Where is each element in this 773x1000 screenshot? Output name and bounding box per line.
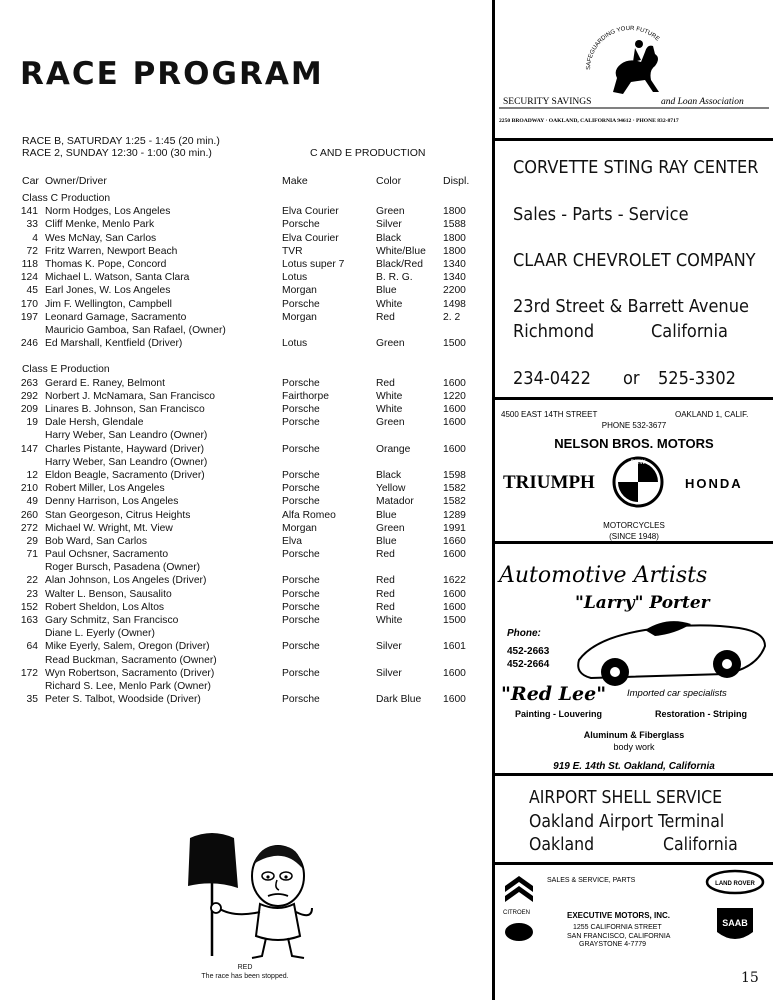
owner-driver: Thomas K. Pope, Concord: [45, 258, 167, 270]
car-color: Red: [376, 601, 395, 613]
entry-row: [0, 561, 492, 574]
owner-driver: Bob Ward, San Carlos: [45, 535, 148, 547]
car-make: Porsche: [282, 298, 320, 310]
car-make: Lotus: [282, 272, 308, 284]
car-color: White: [376, 298, 403, 310]
car-make: Lotus super 7: [282, 258, 345, 270]
car-displacement: 1800: [443, 245, 466, 257]
larry-porter: "Larry" Porter: [575, 593, 710, 613]
car-number: 209: [20, 404, 38, 415]
car-number: 147: [20, 443, 38, 455]
car-displacement: 1600: [443, 667, 466, 679]
owner-driver: Cliff Menke, Menlo Park: [45, 219, 155, 231]
car-number: 45: [26, 285, 38, 297]
entry-row: [0, 271, 492, 284]
car-color: Blue: [376, 535, 397, 547]
services-right: Restoration - Striping: [655, 709, 747, 719]
car-color: Dark Blue: [376, 694, 422, 706]
entry-row: [0, 416, 492, 429]
car-number: 260: [20, 509, 38, 521]
car-number: 272: [20, 522, 38, 534]
car-make: Porsche: [282, 443, 320, 455]
executive-ad-graphic: [495, 866, 773, 946]
race-line-2: RACE 2, SUNDAY 12:30 - 1:00 (30 min.): [22, 147, 212, 159]
car-number: 12: [26, 469, 38, 481]
car-make: Porsche: [282, 641, 320, 653]
entry-row: [0, 667, 492, 680]
car-make: Elva: [282, 535, 303, 547]
car-number: 170: [20, 298, 38, 310]
car-color: White: [376, 404, 403, 415]
car-number: 246: [20, 338, 38, 350]
car-displacement: 1800: [443, 206, 466, 218]
shell-state: California: [663, 835, 738, 855]
car-number: 35: [26, 694, 38, 706]
class-name: Class C Production: [22, 193, 111, 204]
shell-line-2: Oakland Airport Terminal: [529, 812, 725, 832]
owner-driver: Charles Pistante, Hayward (Driver): [45, 443, 205, 455]
ad-nelson-bros: [495, 404, 773, 544]
cartoon-caption-text: The race has been stopped.: [201, 973, 289, 980]
owner-driver: Earl Jones, W. Los Angeles: [45, 285, 171, 297]
corvette-line-2: Sales - Parts - Service: [513, 204, 689, 225]
car-displacement: 1289: [443, 509, 466, 521]
entry-row: [0, 390, 492, 403]
entry-row: [0, 324, 492, 337]
owner-driver: Read Buckman, Sacramento (Owner): [45, 654, 217, 666]
car-color: Black/Red: [376, 258, 423, 270]
owner-driver: Norbert J. McNamara, San Francisco: [45, 390, 215, 402]
corvette-or: or: [623, 368, 640, 389]
car-number: 23: [26, 588, 38, 600]
car-color: Red: [376, 311, 395, 323]
entry-row: [0, 482, 492, 495]
owner-driver: Wyn Robertson, Sacramento (Driver): [45, 667, 215, 679]
owner-driver: Mike Eyerly, Salem, Oregon (Driver): [45, 641, 210, 653]
car-make: Elva Courier: [282, 232, 339, 244]
col-driver-header: Owner/Driver: [45, 175, 107, 187]
nelson-name: NELSON BROS. MOTORS: [554, 436, 714, 451]
car-number: 124: [20, 272, 38, 284]
car-number: 4: [32, 232, 38, 244]
car-displacement: 1500: [443, 338, 466, 350]
car-make: Porsche: [282, 496, 320, 508]
car-color: Green: [376, 206, 405, 218]
automotive-address: 919 E. 14th St. Oakland, California: [553, 761, 715, 772]
car-make: Porsche: [282, 219, 320, 231]
owner-driver: Roger Bursch, Pasadena (Owner): [45, 562, 201, 574]
ad-security-savings: [495, 0, 773, 132]
entry-row: [0, 311, 492, 324]
entry-row: [0, 337, 492, 350]
triumph-logo: TRIUMPH: [503, 472, 595, 493]
entry-row: [0, 205, 492, 218]
car-displacement: 1600: [443, 377, 466, 389]
car-color: Yellow: [376, 483, 406, 495]
entry-row: [0, 403, 492, 416]
saab-logo-icon: SAAB: [722, 918, 748, 928]
owner-driver: Alan Johnson, Los Angeles (Driver): [45, 575, 207, 587]
entry-row: [0, 548, 492, 561]
ad-executive-motors: [495, 866, 773, 946]
car-number: 72: [26, 245, 38, 257]
car-color: Black: [376, 469, 402, 481]
citroen-logo-icon: [505, 876, 533, 902]
executive-address-2: SAN FRANCISCO, CALIFORNIA: [567, 933, 671, 940]
car-make: Porsche: [282, 694, 320, 706]
entry-row: [0, 601, 492, 614]
owner-driver: Gary Schmitz, San Francisco: [45, 615, 179, 626]
car-color: White: [376, 390, 403, 402]
shell-city: Oakland: [529, 835, 595, 855]
phone-label: Phone:: [507, 628, 541, 639]
car-displacement: 1601: [443, 641, 466, 653]
services-left: Painting - Louvering: [515, 709, 602, 719]
car-color: Red: [376, 588, 395, 600]
automotive-artists-name: Automotive Artists: [499, 563, 708, 588]
class-heading: C AND E PRODUCTION: [310, 147, 426, 159]
car-number: 163: [20, 615, 38, 626]
entry-row: [0, 284, 492, 297]
car-make: Fairthorpe: [282, 390, 329, 402]
owner-driver: Diane L. Eyerly (Owner): [45, 628, 155, 640]
col-displ-header: Displ.: [443, 175, 470, 187]
car-number: 33: [26, 219, 38, 231]
corvette-state: California: [651, 321, 728, 342]
car-number: 71: [26, 549, 38, 561]
car-make: Elva Courier: [282, 206, 339, 218]
car-number: 292: [20, 390, 38, 402]
car-make: Porsche: [282, 615, 320, 626]
horse-rider-logo-icon: [495, 0, 773, 132]
car-color: Matador: [376, 496, 414, 508]
car-make: Lotus: [282, 338, 308, 350]
ad-airport-shell: [495, 778, 773, 865]
car-color: Orange: [376, 443, 411, 455]
entry-row: [0, 443, 492, 456]
car-make: Porsche: [282, 588, 320, 600]
owner-driver: Mauricio Gamboa, San Rafael, (Owner): [45, 324, 226, 336]
car-displacement: 1622: [443, 575, 466, 587]
car-number: 64: [26, 641, 38, 653]
entry-row: [0, 693, 492, 706]
imported-specialists: Imported car specialists: [627, 688, 727, 699]
car-make: Morgan: [282, 311, 317, 323]
car-color: B. R. G.: [376, 272, 413, 284]
owner-driver: Paul Ochsner, Sacramento: [45, 549, 169, 561]
corvette-phone-1: 234-0422: [513, 368, 591, 389]
cartoon-caption: [160, 963, 330, 981]
entry-row: [0, 456, 492, 469]
car-color: Blue: [376, 285, 397, 297]
entry-row: [0, 640, 492, 653]
executive-top: SALES & SERVICE, PARTS: [547, 877, 636, 884]
owner-driver: Stan Georgeson, Citrus Heights: [45, 509, 191, 521]
owner-driver: Denny Harrison, Los Angeles: [45, 496, 179, 508]
owner-driver: Eldon Beagle, Sacramento (Driver): [45, 469, 205, 481]
shell-line-1: AIRPORT SHELL SERVICE: [529, 788, 723, 808]
owner-driver: Peter S. Talbot, Woodside (Driver): [45, 694, 201, 706]
car-make: Porsche: [282, 601, 320, 613]
owner-driver: Robert Sheldon, Los Altos: [45, 601, 165, 613]
entry-row: [0, 627, 492, 640]
entry-row: [0, 245, 492, 258]
car-displacement: 1600: [443, 694, 466, 706]
col-make-header: Make: [282, 175, 308, 187]
owner-driver: Michael W. Wright, Mt. View: [45, 522, 173, 534]
owner-driver: Ed Marshall, Kentfield (Driver): [45, 338, 183, 350]
car-displacement: 1582: [443, 483, 466, 495]
owner-driver: Richard S. Lee, Menlo Park (Owner): [45, 680, 211, 692]
car-make: Alfa Romeo: [282, 509, 336, 521]
red-lee: "Red Lee": [501, 683, 607, 705]
car-number: 210: [20, 483, 38, 495]
car-color: Silver: [376, 667, 402, 679]
car-make: Porsche: [282, 417, 320, 429]
page-number: 15: [741, 970, 759, 986]
class-section-heading: [0, 363, 492, 376]
entry-row: [0, 377, 492, 390]
car-color: Black: [376, 232, 402, 244]
car-color: White/Blue: [376, 245, 426, 257]
corvette-line-3: CLAAR CHEVROLET COMPANY: [513, 250, 756, 271]
nelson-since: (SINCE 1948): [609, 532, 659, 541]
car-number: 172: [20, 667, 38, 679]
car-displacement: 1500: [443, 615, 466, 626]
car-displacement: 1220: [443, 390, 466, 402]
owner-driver: Jim F. Wellington, Campbell: [45, 298, 172, 310]
car-displacement: 1600: [443, 404, 466, 415]
ad-automotive-artists: [495, 546, 773, 776]
owner-driver: Linares B. Johnson, San Francisco: [45, 404, 205, 415]
car-color: Green: [376, 417, 405, 429]
car-displacement: 1660: [443, 535, 466, 547]
corvette-line-1: CORVETTE STING RAY CENTER: [513, 157, 759, 178]
entry-row: [0, 680, 492, 693]
car-displacement: 2200: [443, 285, 466, 297]
corvette-phone-2: 525-3302: [658, 368, 736, 389]
nelson-ad-graphic: [495, 404, 773, 544]
phone-2: 452-2664: [507, 659, 550, 670]
car-number: 152: [20, 601, 38, 613]
car-color: White: [376, 615, 403, 626]
car-color: Red: [376, 575, 395, 587]
nelson-city: OAKLAND 1, CALIF.: [675, 410, 749, 419]
car-color: Red: [376, 549, 395, 561]
executive-name: EXECUTIVE MOTORS, INC.: [567, 911, 670, 920]
nelson-motorcycles: MOTORCYCLES: [603, 521, 665, 530]
class-name: Class E Production: [22, 364, 110, 376]
phone-1: 452-2663: [507, 646, 550, 657]
car-make: Morgan: [282, 522, 317, 534]
car-make: Porsche: [282, 575, 320, 587]
security-name-right: and Loan Association: [661, 97, 744, 107]
security-address: 2250 BROADWAY · OAKLAND, CALIFORNIA 94612 · PHONE 832-8717: [499, 118, 679, 124]
car-displacement: 1582: [443, 496, 466, 508]
owner-driver: Gerard E. Raney, Belmont: [45, 377, 165, 389]
entry-row: [0, 588, 492, 601]
automotive-ad-graphic: [495, 546, 773, 776]
entry-row: [0, 429, 492, 442]
entry-row: [0, 522, 492, 535]
car-displacement: 1600: [443, 601, 466, 613]
honda-logo: HONDA: [685, 476, 743, 491]
page-title: RACE PROGRAM: [20, 56, 324, 92]
owner-driver: Dale Hersh, Glendale: [45, 417, 144, 429]
entry-list: [0, 192, 492, 706]
logo-arc-text: SAFEGUARDING YOUR FUTURE: [585, 25, 661, 71]
entry-row: [0, 495, 492, 508]
cartoon-caption-title: RED: [237, 964, 253, 971]
ad-corvette-center: [495, 138, 773, 400]
car-displacement: 1498: [443, 298, 466, 310]
nelson-address: 4500 EAST 14TH STREET: [501, 410, 598, 419]
entry-row: [0, 535, 492, 548]
car-make: Morgan: [282, 285, 317, 297]
entry-row: [0, 654, 492, 667]
owner-driver: Harry Weber, San Leandro (Owner): [45, 456, 208, 468]
owner-driver: Harry Weber, San Leandro (Owner): [45, 430, 208, 442]
car-make: Porsche: [282, 377, 320, 389]
car-displacement: 1588: [443, 219, 466, 231]
car-displacement: 1991: [443, 522, 466, 534]
car-displacement: 1600: [443, 549, 466, 561]
nelson-phone: PHONE 532-3677: [601, 421, 667, 430]
owner-driver: Norm Hodges, Los Angeles: [45, 206, 171, 218]
car-color: Red: [376, 377, 395, 389]
owner-driver: Michael L. Watson, Santa Clara: [45, 272, 190, 284]
car-number: 19: [26, 417, 38, 429]
car-color: Blue: [376, 509, 397, 521]
owner-driver: Robert Miller, Los Angeles: [45, 483, 165, 495]
car-number: 49: [26, 496, 38, 508]
land-rover-logo-icon: LAND ROVER: [715, 881, 755, 887]
corvette-line-4: 23rd Street & Barrett Avenue: [513, 296, 749, 317]
owner-driver: Walter L. Benson, Sausalito: [45, 588, 172, 600]
car-displacement: 2. 2: [443, 311, 461, 323]
class-section-heading: [0, 192, 492, 205]
entry-row: [0, 614, 492, 627]
car-color: Silver: [376, 219, 402, 231]
car-color: Green: [376, 522, 405, 534]
owner-driver: Wes McNay, San Carlos: [45, 232, 157, 244]
entry-row: [0, 509, 492, 522]
car-make: Porsche: [282, 549, 320, 561]
spacer-row: [0, 350, 492, 363]
car-make: Porsche: [282, 483, 320, 495]
car-displacement: 1600: [443, 443, 466, 455]
car-number: 197: [20, 311, 38, 323]
executive-phone: GRAYSTONE 4-7779: [579, 941, 647, 946]
col-car-header: Car: [22, 175, 39, 187]
car-displacement: 1600: [443, 417, 466, 429]
bmw-logo-icon: BMW: [630, 460, 646, 466]
car-make: Porsche: [282, 404, 320, 415]
car-number: 118: [21, 258, 38, 270]
red-flag-cartoon-illustration: [182, 828, 322, 963]
col-color-header: Color: [376, 175, 402, 187]
race-line-1: RACE B, SATURDAY 1:25 - 1:45 (20 min.): [22, 135, 220, 147]
car-displacement: 1340: [443, 258, 466, 270]
car-make: TVR: [282, 245, 303, 257]
crest-icon: [505, 923, 533, 941]
executive-address-1: 1255 CALIFORNIA STREET: [573, 924, 662, 931]
entry-row: [0, 232, 492, 245]
entry-row: [0, 298, 492, 311]
car-displacement: 1600: [443, 588, 466, 600]
entry-row: [0, 574, 492, 587]
security-name-left: SECURITY SAVINGS: [503, 97, 592, 107]
car-displacement: 1340: [443, 272, 466, 284]
entry-row: [0, 469, 492, 482]
car-displacement: 1800: [443, 232, 466, 244]
car-number: 29: [26, 535, 38, 547]
car-number: 22: [26, 575, 38, 587]
car-number: 141: [20, 206, 38, 218]
car-color: Silver: [376, 641, 402, 653]
entry-row: [0, 258, 492, 271]
bodywork-line: body work: [613, 742, 655, 752]
aluminum-line: Aluminum & Fiberglass: [583, 730, 685, 740]
owner-driver: Fritz Warren, Newport Beach: [45, 245, 178, 257]
car-color: Green: [376, 338, 405, 350]
entry-row: [0, 218, 492, 231]
citroen-label: CITROEN: [503, 910, 530, 916]
car-make: Porsche: [282, 469, 320, 481]
car-displacement: 1598: [443, 469, 466, 481]
owner-driver: Leonard Gamage, Sacramento: [45, 311, 187, 323]
race-schedule: [22, 135, 220, 159]
car-number: 263: [20, 377, 38, 389]
car-make: Porsche: [282, 667, 320, 679]
corvette-city: Richmond: [513, 321, 595, 342]
